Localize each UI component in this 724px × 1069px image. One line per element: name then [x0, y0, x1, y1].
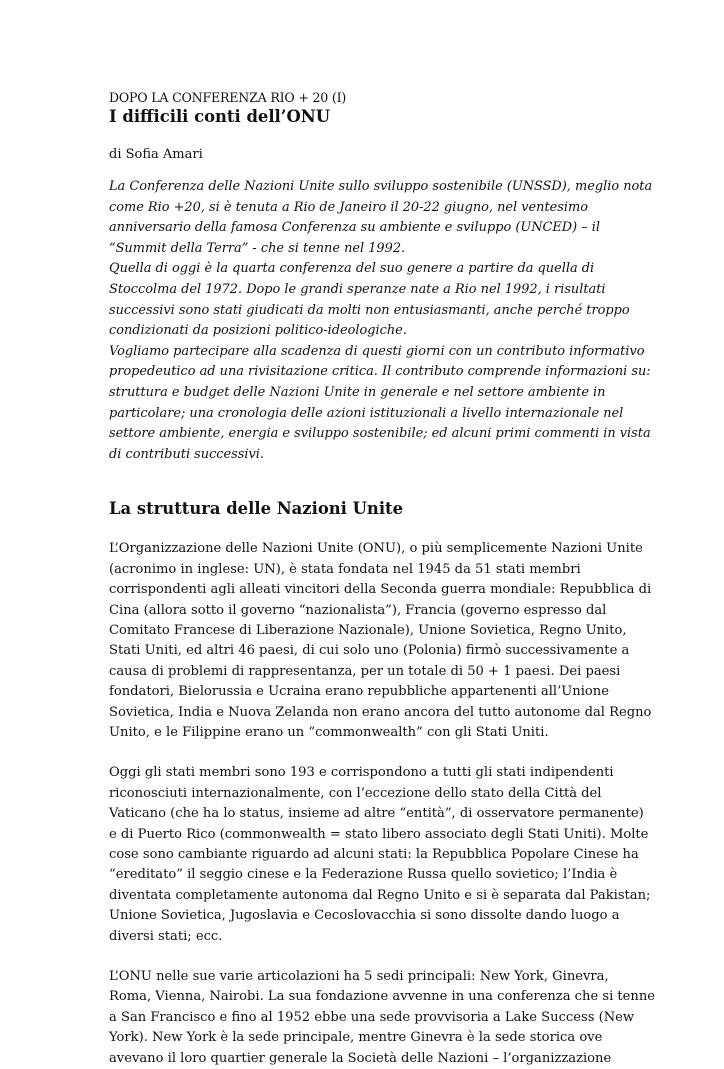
abstract-line: di contributi successivi.	[109, 446, 265, 462]
paragraph-line: riconosciuti internazionalmente, con l’eccezione dello stato della Città del	[109, 785, 602, 801]
body-paragraph	[109, 539, 652, 743]
abstract-line: “Summit della Terra” - che si tenne nel 1992.	[109, 240, 406, 256]
abstract-line: condizionati da posizioni politico-ideologiche.	[109, 323, 407, 339]
article-author: di Sofia Amari	[109, 147, 203, 162]
paragraph-line: Stati Uniti, ed altri 46 paesi, di cui solo uno (Polonia) firmò successivamente a	[109, 643, 630, 659]
paragraph-line: a San Francisco e fino al 1952 ebbe una sede provvisoria a Lake Success (New	[109, 1009, 635, 1025]
paragraph-line: cose sono cambiante riguardo ad alcuni stati: la Repubblica Popolare Cinese ha	[109, 847, 639, 862]
article-title: I difficili conti dell’ONU	[109, 107, 331, 126]
section-heading: La struttura delle Nazioni Unite	[109, 499, 404, 519]
paragraph-line: L’ONU nelle sue varie articolazioni ha 5 sedi principali: New York, Ginevra,	[109, 969, 609, 985]
paragraph-line: L’Organizzazione delle Nazioni Unite (ONU), o più semplicemente Nazioni Unite	[109, 541, 643, 557]
document-page	[109, 89, 656, 1069]
abstract-line: propedeutico ad una rivisitazione critica. Il contributo comprende informazioni su:	[109, 364, 651, 380]
paragraph-line: causa di problemi di rappresentanza, per un totale di 50 + 1 paesi. Dei paesi	[109, 663, 621, 679]
abstract-line: Vogliamo partecipare alla scadenza di questi giorni con un contributo informativo	[109, 343, 645, 359]
paragraph-line: Unione Sovietica, Jugoslavia e Cecoslovacchia si sono dissolte dando luogo a	[109, 908, 620, 924]
paragraph-line: Vaticano (che ha lo status, insieme ad altre “entità”, di osservatore permanente)	[109, 806, 644, 822]
abstract-line: La Conferenza delle Nazioni Unite sullo sviluppo sostenibile (UNSSD), meglio nota	[109, 179, 653, 194]
paragraph-line: (acronimo in inglese: UN), è stata fondata nel 1945 da 51 stati membri	[109, 561, 581, 577]
paragraph-line: Comitato Francese di Liberazione Nazionale), Unione Sovietica, Regno Unito,	[109, 622, 627, 638]
abstract-line: particolare; una cronologia delle azioni istituzionali a livello internazionale nel	[109, 405, 624, 421]
paragraph-line: avevano il loro quartier generale la Società delle Nazioni – l’organizzazione	[109, 1050, 612, 1066]
paragraph-line: Unito, e le Filippine erano un “commonwealth” con gli Stati Uniti.	[109, 724, 549, 740]
abstract-line: successivi sono stati giudicati da molti non entusiasmanti, anche perché troppo	[109, 302, 630, 318]
article-kicker: DOPO LA CONFERENZA RIO + 20 (I)	[109, 90, 347, 105]
abstract-line: struttura e budget delle Nazioni Unite in generale e nel settore ambiente in	[109, 384, 606, 400]
paragraph-line: corrispondenti agli alleati vincitori della Seconda guerra mondiale: Repubblica di	[109, 582, 652, 598]
abstract-line: come Rio +20, si è tenuta a Rio de Janeiro il 20-22 giugno, nel ventesimo	[109, 199, 589, 215]
abstract-line: settore ambiente, energia e sviluppo sostenibile; ed alcuni primi commenti in vista	[109, 426, 651, 442]
paragraph-line: diversi stati; ecc.	[109, 928, 223, 944]
abstract-line: Stoccolma del 1972. Dopo le grandi speranze nate a Rio nel 1992, i risultati	[109, 281, 606, 297]
paragraph-line: Oggi gli stati membri sono 193 e corrispondono a tutti gli stati indipendenti	[109, 765, 614, 781]
body-paragraph	[109, 763, 651, 947]
paragraph-line: diventata completamente autonoma dal Regno Unito e si è separata dal Pakistan;	[109, 887, 651, 903]
paragraph-line: “ereditato” il seggio cinese e la Federazione Russa quello sovietico; l’India è	[109, 867, 618, 883]
abstract-line: Quella di oggi è la quarta conferenza del suo genere a partire da quella di	[109, 261, 595, 277]
paragraph-line: Cina (allora sotto il governo “nazionalista”), Francia (governo espresso dal	[109, 602, 607, 618]
paragraph-line: Roma, Vienna, Nairobi. La sua fondazione avvenne in una conferenza che si tenne	[109, 989, 656, 1005]
paragraph-line: e di Puerto Rico (commonwealth = stato libero associato degli Stati Uniti). Molte	[109, 826, 649, 842]
abstract-line: anniversario della famosa Conferenza su ambiente e sviluppo (UNCED) – il	[109, 220, 601, 236]
paragraph-line: fondatori, Bielorussia e Ucraina erano repubbliche appartenenti all’Unione	[109, 684, 609, 700]
article-abstract	[109, 177, 653, 465]
body-paragraph	[109, 967, 656, 1069]
paragraph-line: York). New York è la sede principale, mentre Ginevra è la sede storica ove	[109, 1030, 603, 1046]
paragraph-line: Sovietica, India e Nuova Zelanda non erano ancora del tutto autonome dal Regno	[109, 704, 652, 720]
